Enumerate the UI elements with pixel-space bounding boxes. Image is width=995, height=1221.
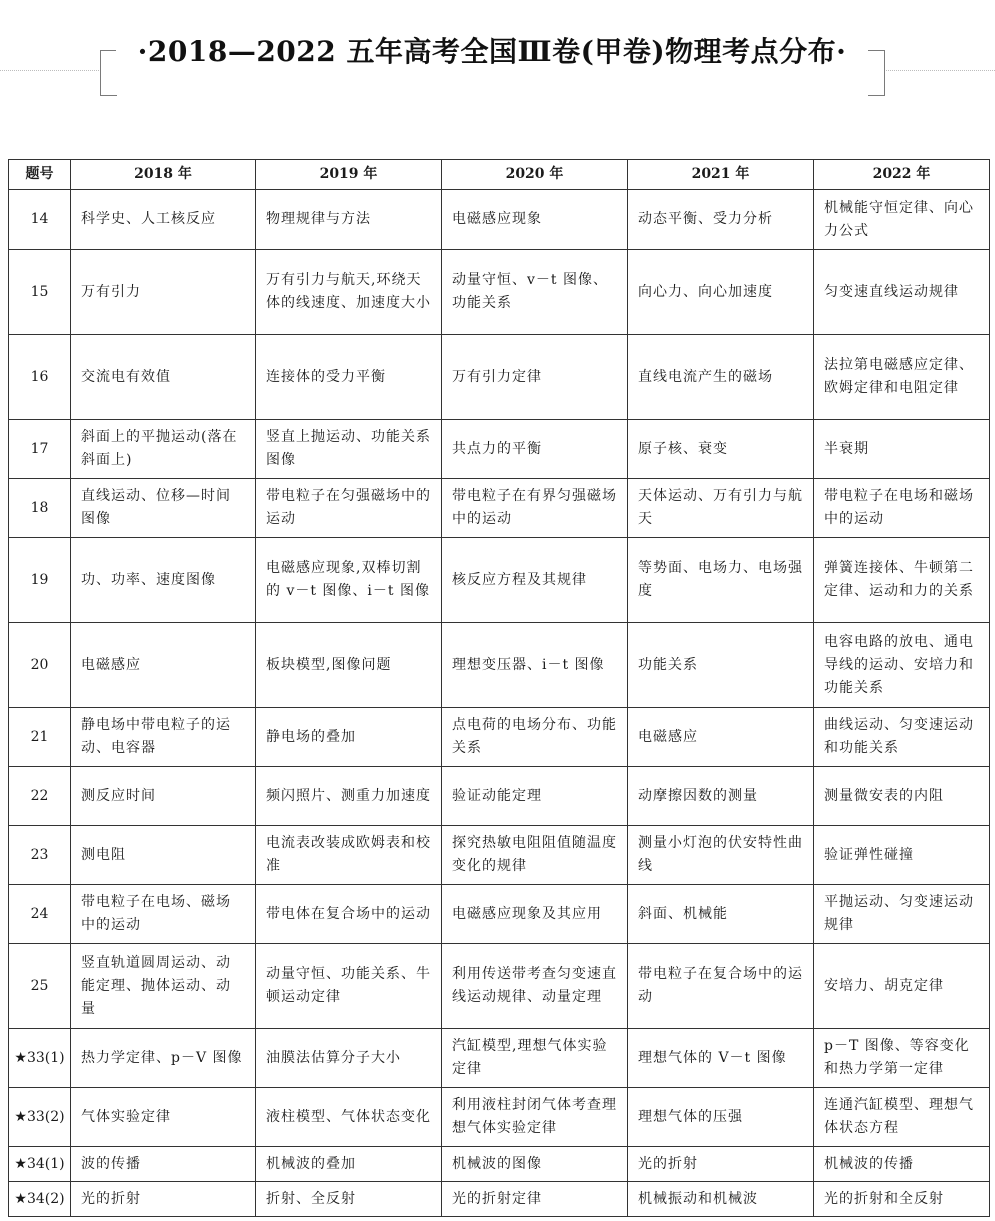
question-number-cell: 23	[9, 826, 71, 885]
question-number-cell: 19	[9, 538, 71, 623]
table-row	[9, 250, 990, 335]
table-row	[9, 1088, 990, 1147]
table-row	[9, 826, 990, 885]
topic-cell-2022: 弹簧连接体、牛顿第二定律、运动和力的关系	[814, 538, 990, 623]
question-number-cell: 21	[9, 708, 71, 767]
table-header-row	[9, 160, 990, 190]
table-row	[9, 190, 990, 250]
table-row	[9, 767, 990, 826]
table-row	[9, 479, 990, 538]
topic-cell-2018: 功、功率、速度图像	[71, 538, 256, 623]
topic-cell-2018: 科学史、人工核反应	[71, 190, 256, 250]
topic-cell-2019: 万有引力与航天,环绕天体的线速度、加速度大小	[256, 250, 442, 335]
topic-cell-2021: 带电粒子在复合场中的运动	[628, 944, 814, 1029]
topic-cell-2021: 向心力、向心加速度	[628, 250, 814, 335]
topic-cell-2021: 功能关系	[628, 623, 814, 708]
topic-cell-2018: 斜面上的平抛运动(落在斜面上)	[71, 420, 256, 479]
topic-cell-2020: 电磁感应现象	[442, 190, 628, 250]
question-number-cell: ★33(2)	[9, 1088, 71, 1147]
header-year-2022: 2022 年	[814, 160, 990, 190]
topic-cell-2021: 理想气体的 V－t 图像	[628, 1029, 814, 1088]
topic-cell-2019: 板块模型,图像问题	[256, 623, 442, 708]
title-bracket-left	[100, 50, 117, 96]
topic-cell-2020: 验证动能定理	[442, 767, 628, 826]
topic-cell-2018: 直线运动、位移—时间图像	[71, 479, 256, 538]
topic-cell-2018: 电磁感应	[71, 623, 256, 708]
topic-cell-2020: 利用液柱封闭气体考查理想气体实验定律	[442, 1088, 628, 1147]
exam-topic-table	[8, 159, 990, 1217]
topic-cell-2021: 直线电流产生的磁场	[628, 335, 814, 420]
topic-cell-2022: 机械波的传播	[814, 1147, 990, 1182]
table-row	[9, 1029, 990, 1088]
topic-cell-2020: 理想变压器、i－t 图像	[442, 623, 628, 708]
topic-cell-2020: 点电荷的电场分布、功能关系	[442, 708, 628, 767]
topic-cell-2019: 液柱模型、气体状态变化	[256, 1088, 442, 1147]
topic-cell-2019: 带电粒子在匀强磁场中的运动	[256, 479, 442, 538]
title-area	[0, 0, 995, 120]
header-year-2018: 2018 年	[71, 160, 256, 190]
table-row	[9, 420, 990, 479]
topic-cell-2020: 利用传送带考查匀变速直线运动规律、动量定理	[442, 944, 628, 1029]
question-number-cell: ★34(2)	[9, 1182, 71, 1217]
topic-cell-2019: 连接体的受力平衡	[256, 335, 442, 420]
topic-cell-2018: 光的折射	[71, 1182, 256, 1217]
topic-cell-2022: 电容电路的放电、通电导线的运动、安培力和功能关系	[814, 623, 990, 708]
topic-cell-2019: 动量守恒、功能关系、牛顿运动定律	[256, 944, 442, 1029]
topic-cell-2020: 动量守恒、v－t 图像、功能关系	[442, 250, 628, 335]
table-row	[9, 1182, 990, 1217]
topic-cell-2020: 带电粒子在有界匀强磁场中的运动	[442, 479, 628, 538]
topic-cell-2019: 静电场的叠加	[256, 708, 442, 767]
table-row	[9, 1147, 990, 1182]
table-row	[9, 885, 990, 944]
topic-cell-2021: 等势面、电场力、电场强度	[628, 538, 814, 623]
topic-cell-2019: 机械波的叠加	[256, 1147, 442, 1182]
topic-cell-2018: 静电场中带电粒子的运动、电容器	[71, 708, 256, 767]
topic-cell-2019: 电流表改装成欧姆表和校准	[256, 826, 442, 885]
topic-cell-2019: 折射、全反射	[256, 1182, 442, 1217]
topic-cell-2020: 探究热敏电阻阻值随温度变化的规律	[442, 826, 628, 885]
question-number-cell: 14	[9, 190, 71, 250]
table-row	[9, 335, 990, 420]
topic-cell-2018: 竖直轨道圆周运动、动能定理、抛体运动、动量	[71, 944, 256, 1029]
question-number-cell: 17	[9, 420, 71, 479]
topic-cell-2021: 动摩擦因数的测量	[628, 767, 814, 826]
topic-cell-2021: 电磁感应	[628, 708, 814, 767]
topic-cell-2019: 带电体在复合场中的运动	[256, 885, 442, 944]
topic-cell-2022: 机械能守恒定律、向心力公式	[814, 190, 990, 250]
topic-cell-2021: 动态平衡、受力分析	[628, 190, 814, 250]
topic-cell-2021: 测量小灯泡的伏安特性曲线	[628, 826, 814, 885]
topic-cell-2018: 带电粒子在电场、磁场中的运动	[71, 885, 256, 944]
question-number-cell: 24	[9, 885, 71, 944]
table-row	[9, 538, 990, 623]
topic-cell-2020: 光的折射定律	[442, 1182, 628, 1217]
topic-cell-2018: 气体实验定律	[71, 1088, 256, 1147]
topic-cell-2018: 万有引力	[71, 250, 256, 335]
header-year-2019: 2019 年	[256, 160, 442, 190]
topic-cell-2020: 汽缸模型,理想气体实验定律	[442, 1029, 628, 1088]
topic-cell-2022: 测量微安表的内阻	[814, 767, 990, 826]
question-number-cell: 22	[9, 767, 71, 826]
table-row	[9, 708, 990, 767]
topic-cell-2021: 斜面、机械能	[628, 885, 814, 944]
topic-cell-2018: 热力学定律、p－V 图像	[71, 1029, 256, 1088]
topic-cell-2021: 理想气体的压强	[628, 1088, 814, 1147]
topic-cell-2020: 核反应方程及其规律	[442, 538, 628, 623]
topic-cell-2018: 测电阻	[71, 826, 256, 885]
header-year-2020: 2020 年	[442, 160, 628, 190]
topic-cell-2020: 机械波的图像	[442, 1147, 628, 1182]
topic-cell-2022: 法拉第电磁感应定律、欧姆定律和电阻定律	[814, 335, 990, 420]
topic-cell-2022: p－T 图像、等容变化和热力学第一定律	[814, 1029, 990, 1088]
topic-cell-2019: 电磁感应现象,双棒切割的 v－t 图像、i－t 图像	[256, 538, 442, 623]
question-number-cell: ★33(1)	[9, 1029, 71, 1088]
topic-cell-2018: 测反应时间	[71, 767, 256, 826]
topic-cell-2021: 原子核、衰变	[628, 420, 814, 479]
topic-cell-2019: 频闪照片、测重力加速度	[256, 767, 442, 826]
topic-cell-2020: 共点力的平衡	[442, 420, 628, 479]
topic-cell-2022: 连通汽缸模型、理想气体状态方程	[814, 1088, 990, 1147]
header-question-number: 题号	[9, 160, 71, 190]
topic-cell-2022: 带电粒子在电场和磁场中的运动	[814, 479, 990, 538]
question-number-cell: 15	[9, 250, 71, 335]
topic-cell-2022: 安培力、胡克定律	[814, 944, 990, 1029]
header-year-2021: 2021 年	[628, 160, 814, 190]
topic-cell-2019: 物理规律与方法	[256, 190, 442, 250]
table-row	[9, 944, 990, 1029]
topic-cell-2021: 光的折射	[628, 1147, 814, 1182]
question-number-cell: 25	[9, 944, 71, 1029]
topic-cell-2022: 光的折射和全反射	[814, 1182, 990, 1217]
topic-cell-2019: 竖直上抛运动、功能关系图像	[256, 420, 442, 479]
page-title: ·2018—2022 五年高考全国Ⅲ卷(甲卷)物理考点分布·	[137, 35, 847, 68]
question-number-cell: 18	[9, 479, 71, 538]
question-number-cell: 20	[9, 623, 71, 708]
topic-cell-2022: 曲线运动、匀变速运动和功能关系	[814, 708, 990, 767]
title-bracket-right	[868, 50, 885, 96]
topic-cell-2022: 匀变速直线运动规律	[814, 250, 990, 335]
topic-cell-2021: 天体运动、万有引力与航天	[628, 479, 814, 538]
question-number-cell: ★34(1)	[9, 1147, 71, 1182]
question-number-cell: 16	[9, 335, 71, 420]
topic-cell-2021: 机械振动和机械波	[628, 1182, 814, 1217]
topic-cell-2022: 半衰期	[814, 420, 990, 479]
topic-cell-2018: 波的传播	[71, 1147, 256, 1182]
topic-cell-2018: 交流电有效值	[71, 335, 256, 420]
topic-cell-2022: 验证弹性碰撞	[814, 826, 990, 885]
table-row	[9, 623, 990, 708]
topic-cell-2020: 电磁感应现象及其应用	[442, 885, 628, 944]
topic-cell-2019: 油膜法估算分子大小	[256, 1029, 442, 1088]
topic-cell-2022: 平抛运动、匀变速运动规律	[814, 885, 990, 944]
topic-cell-2020: 万有引力定律	[442, 335, 628, 420]
